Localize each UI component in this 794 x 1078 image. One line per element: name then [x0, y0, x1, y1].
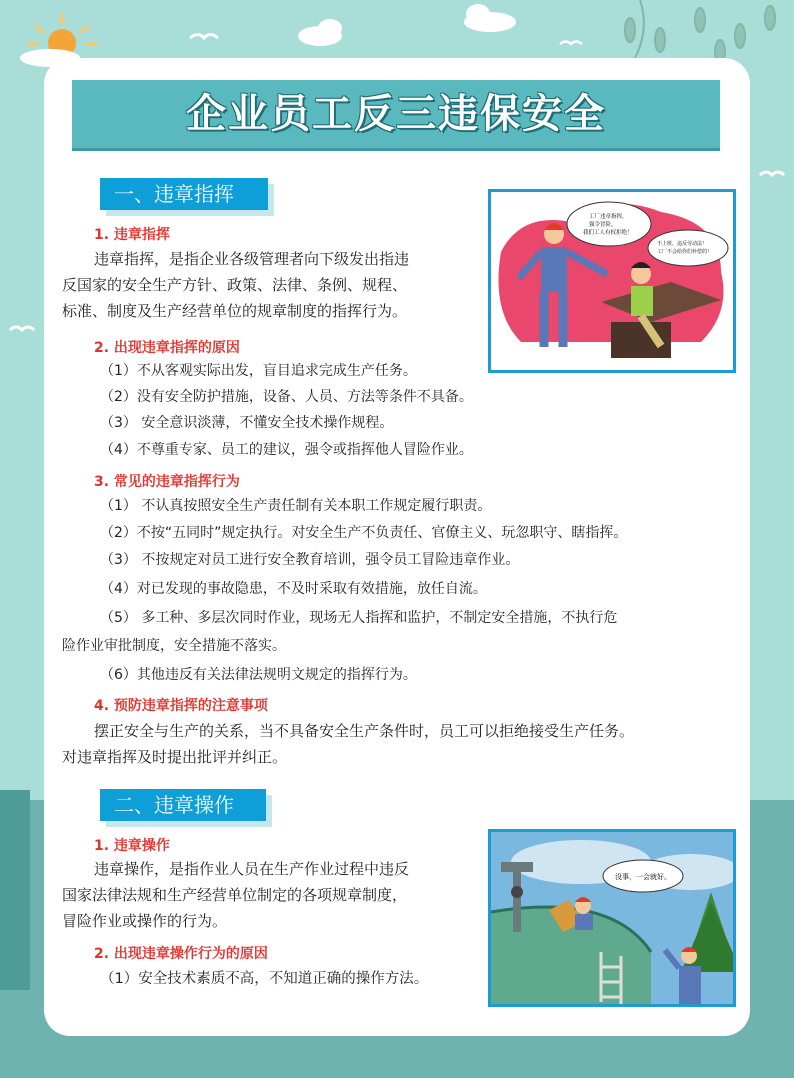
paragraph-prevention: 摆正安全与生产的关系，当不具备安全生产条件时，员工可以拒绝接受生产任务。 对违章指挥及时提出批评并纠正。: [62, 722, 635, 766]
tree-left: [0, 790, 44, 990]
bird-icon: [0, 310, 50, 350]
list-item: （1） 不认真按照安全生产责任制有关本职工作规定履行职责。: [100, 498, 492, 514]
svg-text:工厂不会给你们补偿的！: 工厂不会给你们补偿的！: [657, 249, 713, 255]
speech-bubble-right: [648, 230, 728, 266]
svg-text:不上班，违反劳动法！: 不上班，违反劳动法！: [657, 241, 708, 247]
svg-text:强令冒险，: 强令冒险，: [589, 222, 617, 228]
list-item: （4）不尊重专家、员工的建议，强令或指挥他人冒险作业。: [100, 442, 473, 458]
bird-icon: [754, 160, 794, 190]
illustration-operation-scene: [488, 829, 736, 1007]
paragraph-violation-operation: 违章操作，是指作业人员在生产作业过程中违反 国家法律法规和生产经营单位制定的各项规章制度， 冒险作业或操作的行为。: [62, 860, 410, 930]
list-item: （6）其他违反有关法律法规明文规定的指挥行为。: [100, 667, 417, 683]
willow-leaves-icon: [625, 0, 775, 64]
bird-icon: [190, 35, 218, 39]
paragraph-violation-command: 违章指挥，是指企业各级管理者向下级发出指违 反国家的安全生产方针、政策、法律、条例、规程、 标准、制度及生产经营单位的规章制度的指挥行为。: [62, 250, 410, 320]
speech-bubble-left: [567, 202, 651, 246]
list-item: 险作业审批制度，安全措施不落实。: [62, 638, 286, 654]
list-item: （2）没有安全防护措施，设备、人员、方法等条件不具备。: [100, 389, 473, 405]
subheading-common-behaviors: 3. 常见的违章指挥行为: [94, 474, 240, 490]
page-title: 企业员工反三违保安全: [186, 91, 606, 137]
svg-text:我们工人有权拒绝！: 我们工人有权拒绝！: [583, 230, 633, 236]
subheading-operation-causes: 2. 出现违章操作行为的原因: [94, 946, 268, 962]
list-item: （1）不从客观实际出发，盲目追求完成生产任务。: [100, 363, 417, 379]
svg-text:没事，一会就好。: 没事，一会就好。: [615, 873, 671, 881]
subheading-prevention: 4. 预防违章指挥的注意事项: [94, 698, 268, 714]
illustration-command-scene: [488, 189, 736, 373]
section-heading-2: 二、违章操作: [100, 789, 266, 821]
list-item: （2）不按“五同时”规定执行。对安全生产不负责任、官僚主义、玩忽职守、瞎指挥。: [100, 525, 628, 541]
list-item: （1）安全技术素质不高，不知道正确的操作方法。: [100, 971, 429, 987]
svg-text:工厂违章指挥，: 工厂违章指挥，: [589, 214, 628, 220]
list-item: （3） 不按规定对员工进行安全教育培训，强令员工冒险违章作业。: [100, 552, 520, 568]
title-banner: [72, 80, 720, 151]
list-item: （5） 多工种、多层次同时作业，现场无人指挥和监护，不制定安全措施，不执行危: [100, 610, 618, 626]
speech-bubble: [603, 860, 683, 892]
subheading-causes: 2. 出现违章指挥的原因: [94, 340, 240, 356]
list-item: （3） 安全意识淡薄，不懂安全技术操作规程。: [100, 415, 394, 431]
list-item: （4）对已发现的事故隐患，不及时采取有效措施，放任自流。: [100, 581, 487, 597]
subheading-violation-command: 1. 违章指挥: [94, 227, 170, 243]
section-heading-1: 一、违章指挥: [100, 178, 268, 210]
subheading-violation-operation: 1. 违章操作: [94, 838, 170, 854]
